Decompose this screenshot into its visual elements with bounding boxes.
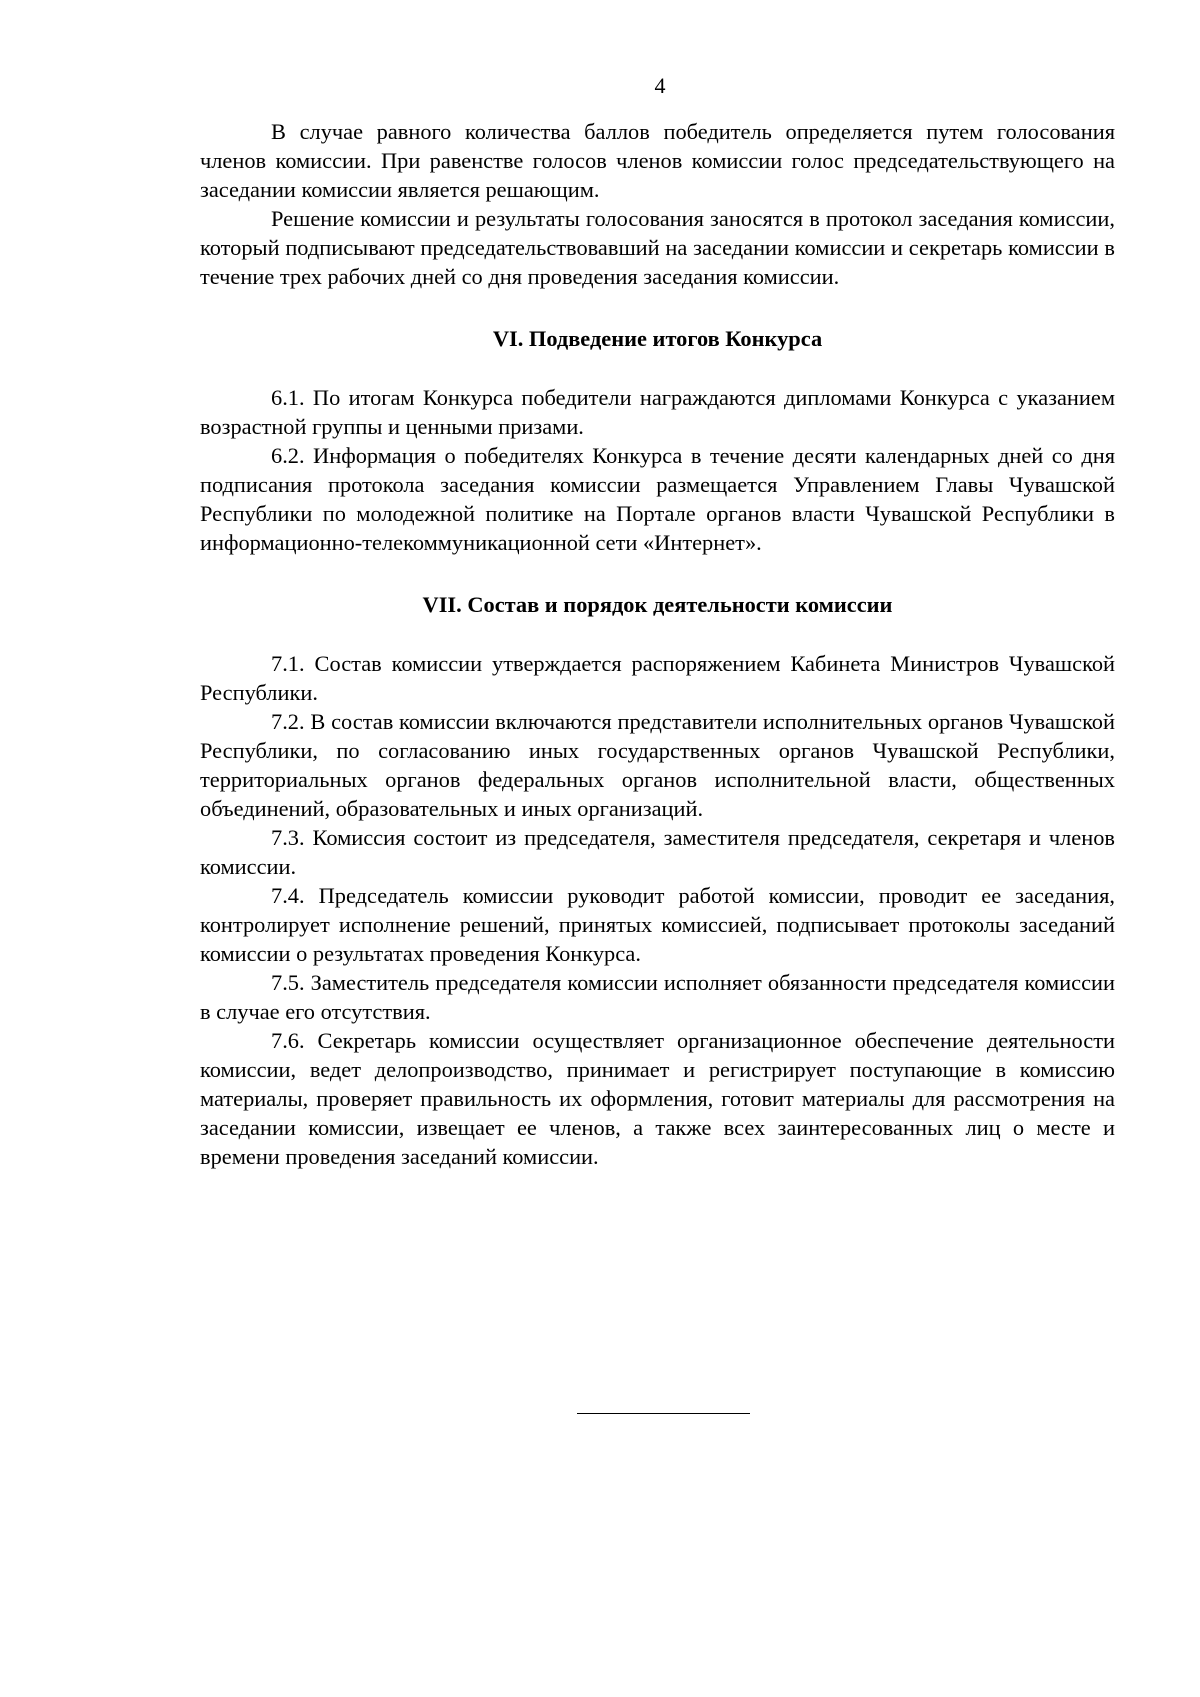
section-6-heading: VI. Подведение итогов Конкурса (492, 326, 823, 351)
spacer (200, 557, 1115, 590)
paragraph-6-1: 6.1. По итогам Конкурса победители награждаются дипломами Конкурса с указанием возрастной группы и ценными призами. (200, 385, 1115, 439)
paragraph-6-2: 6.2. Информация о победителях Конкурса в течение десяти календарных дней со дня подписания протокола заседания комиссии размещается Управлением Главы Чувашской Республики по молодежной политике на Портале органов власти Чувашской Республики в информационно-телекоммуникационной сети «Интернет». (200, 443, 1115, 555)
document-body (200, 117, 1115, 1171)
paragraph-7-6: 7.6. Секретарь комиссии осуществляет организационное обеспечение деятельности комиссии, ведет делопроизводство, принимает и регистрирует поступающие в комиссию материалы, проверяет правильность их оформления, готовит материалы для рассмотрения на заседании комиссии, извещает ее членов, а также всех заинтересованных лиц о месте и времени проведения заседаний комиссии. (200, 1028, 1115, 1169)
paragraph-7-1: 7.1. Состав комиссии утверждается распоряжением Кабинета Министров Чувашской Республики. (200, 651, 1115, 705)
section-7-heading: VII. Состав и порядок деятельности комиссии (422, 592, 893, 617)
paragraph-7-2: 7.2. В состав комиссии включаются представители исполнительных органов Чувашской Республики, по согласованию иных государственных органов Чувашской Республики, территориальных органов федеральных органов исполнительной власти, общественных объединений, образовательных и иных организаций. (200, 709, 1115, 821)
paragraph-intro-2: Решение комиссии и результаты голосования заносятся в протокол заседания комиссии, который подписывают председательствовавший на заседании комиссии и секретарь комиссии в течение трех рабочих дней со дня проведения заседания комиссии. (200, 206, 1115, 289)
paragraph-intro-1: В случае равного количества баллов победитель определяется путем голосования членов комиссии. При равенстве голосов членов комиссии голос председательствующего на заседании комиссии является решающим. (200, 119, 1115, 202)
paragraph-7-3: 7.3. Комиссия состоит из председателя, заместителя председателя, секретаря и членов комиссии. (200, 825, 1115, 879)
spacer (200, 619, 1115, 649)
end-divider-line (577, 1413, 750, 1414)
spacer (200, 291, 1115, 324)
paragraph-7-4: 7.4. Председатель комиссии руководит работой комиссии, проводит ее заседания, контролирует исполнение решений, принятых комиссией, подписывает протоколы заседаний комиссии о результатах проведения Конкурса. (200, 883, 1115, 966)
paragraph-7-5: 7.5. Заместитель председателя комиссии исполняет обязанности председателя комиссии в случае его отсутствия. (200, 970, 1115, 1024)
spacer (200, 353, 1115, 383)
page-number: 4 (654, 73, 666, 98)
